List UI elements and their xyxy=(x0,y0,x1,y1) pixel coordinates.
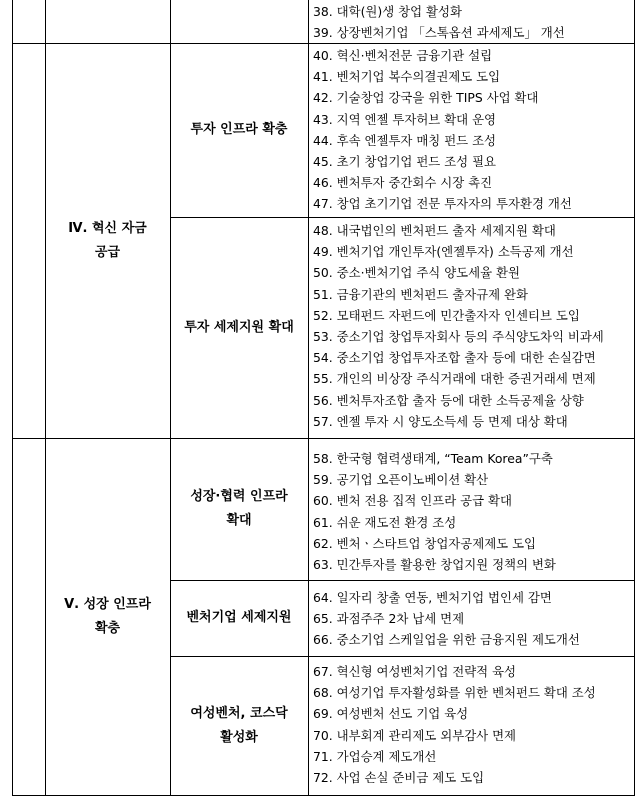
item-list xyxy=(313,661,629,788)
list-item: 69. 여성벤처 선도 기업 육성 xyxy=(313,706,469,722)
subsection-title-growth-infra xyxy=(170,438,308,580)
list-item: 39. 상장벤처기업 「스톡옵션 과세제도」 개선 xyxy=(313,25,565,41)
subsection-title-line: 벤처기업 세제지원 xyxy=(186,610,292,625)
list-item: 44. 후속 엔젤투자 매칭 펀드 조성 xyxy=(313,132,497,148)
list-item: 57. 엔젤 투자 시 양도소득세 등 면제 대상 확대 xyxy=(313,413,568,429)
subsection-title-line: 성장·협력 인프라 xyxy=(190,489,288,504)
list-item: 62. 벤처ㆍ스타트업 창업자공제제도 도입 xyxy=(313,535,537,551)
list-item: 48. 내국법인의 벤처펀드 출자 세제지원 확대 xyxy=(313,223,556,238)
list-item: 43. 지역 엔젤 투자허브 확대 운영 xyxy=(313,111,497,127)
list-item: 64. 일자리 창출 연동, 벤처기업 법인세 감면 xyxy=(313,590,552,605)
list-item: 60. 벤처 전용 집적 인프라 공급 확대 xyxy=(313,493,512,509)
list-item: 71. 가업승계 제도개선 xyxy=(313,748,437,764)
list-item: 42. 기술창업 강국을 위한 TIPS 사업 확대 xyxy=(313,90,539,106)
section-title-iv xyxy=(45,43,170,438)
section-title-line: Ⅴ. 성장 인프라 xyxy=(64,597,151,612)
list-item: 72. 사업 손실 준비금 제도 도입 xyxy=(313,769,485,785)
list-item: 52. 모태펀드 자펀드에 민간출자자 인센티브 도입 xyxy=(313,307,580,323)
section-title-line: 공급 xyxy=(94,244,121,260)
subsection-title-line: 활성화 xyxy=(220,729,258,745)
list-item: 55. 개인의 비상장 주식거래에 대한 증권거래세 면제 xyxy=(313,371,596,387)
list-item: 66. 중소기업 스케일업을 위한 금융지원 제도개선 xyxy=(313,632,580,648)
item-list xyxy=(313,587,629,651)
subsection-title-line: 투자 인프라 확충 xyxy=(190,122,288,137)
item-list xyxy=(313,45,629,215)
subsection-title-investment-tax xyxy=(170,217,308,438)
list-item: 40. 혁신·벤처전문 금융기관 설립 xyxy=(313,48,493,63)
list-item: 65. 과점주주 2차 납세 면제 xyxy=(313,611,465,627)
list-item: 68. 여성기업 투자활성화를 위한 벤처펀드 확대 조성 xyxy=(313,685,596,701)
section-title-v xyxy=(45,438,170,796)
list-item: 63. 민간투자를 활용한 창업지원 정책의 변화 xyxy=(313,556,556,572)
list-item: 61. 쉬운 재도전 환경 조성 xyxy=(313,514,457,530)
list-item: 45. 초기 창업기업 펀드 조성 필요 xyxy=(313,153,497,169)
list-item: 49. 벤처기업 개인투자(엔젤투자) 소득공제 개선 xyxy=(313,244,574,260)
list-item: 50. 중소·벤처기업 주식 양도세율 환원 xyxy=(313,265,520,281)
list-item: 59. 공기업 오픈이노베이션 확산 xyxy=(313,472,489,488)
item-list xyxy=(313,448,629,575)
list-item: 47. 창업 초기기업 전문 투자자의 투자환경 개선 xyxy=(313,196,572,212)
subsection-title-line: 확대 xyxy=(226,513,252,528)
section-title-line: 확충 xyxy=(94,621,121,636)
list-item: 51. 금융기관의 벤처펀드 출자규제 완화 xyxy=(313,286,528,302)
list-item: 46. 벤처투자 중간회수 시장 촉진 xyxy=(313,175,493,191)
item-list xyxy=(313,220,629,432)
list-item: 67. 혁신형 여성벤처기업 전략적 육성 xyxy=(313,664,517,679)
list-item: 41. 벤처기업 복수의결권제도 도입 xyxy=(313,69,501,85)
table-divider-vertical xyxy=(308,0,309,796)
item-list xyxy=(313,1,629,43)
subsection-title-line: 투자 세제지원 확대 xyxy=(184,319,294,335)
list-item: 54. 중소기업 창업투자조합 출자 등에 대한 손실감면 xyxy=(313,350,596,366)
list-item: 53. 중소기업 창업투자회사 등의 주식양도차익 비과세 xyxy=(313,328,604,344)
list-item: 38. 대학(원)생 창업 활성화 xyxy=(313,4,462,19)
subsection-title-women-kosdaq xyxy=(170,656,308,795)
subsection-title-venture-tax xyxy=(170,580,308,656)
section-title-line: Ⅳ. 혁신 자금 xyxy=(68,220,147,236)
list-item: 56. 벤처투자조합 출자 등에 대한 소득공제율 상향 xyxy=(313,392,584,408)
list-item: 58. 한국형 협력생태계, “Team Korea”구축 xyxy=(313,451,553,466)
list-item: 70. 내부회계 관리제도 외부감사 면제 xyxy=(313,727,517,743)
subsection-title-line: 여성벤처, 코스닥 xyxy=(190,705,288,721)
subsection-title-investment-infra xyxy=(170,43,308,217)
